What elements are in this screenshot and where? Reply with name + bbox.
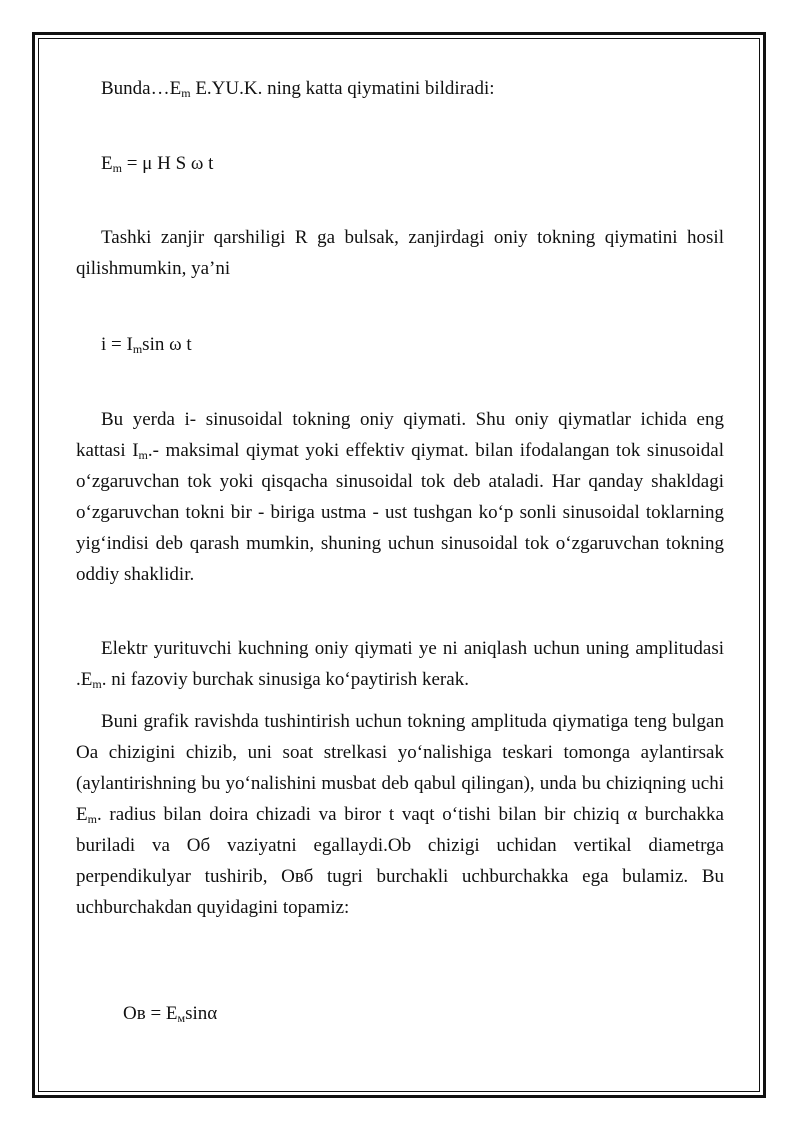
text-span: sinα	[185, 1003, 218, 1024]
formula-ov	[123, 1003, 217, 1025]
text-span: .- maksimal qiymat yoki effektiv qiymat. bilan ifodalangan tok sinusoidal o‘zgaruvchan tok yoki qisqacha sinusoidal tok deb ataladi. Har qanday shakldagi o‘zgaruvchan tokni bir - biriga ustma - ust tushgan ko‘p sonli sinusoidal toklarning yig‘indisi deb qarash mumkin, shuning uchun sinusoidal tok o‘zgaruvchan tokning oddiy shaklidir.	[76, 440, 724, 585]
text-span: Oв = E	[123, 1003, 178, 1024]
text-span: E.YU.K. ning katta qiymatini bildiradi:	[190, 78, 495, 99]
text-span: . ni fazoviy burchak sinusiga ko‘paytirish kerak.	[101, 669, 469, 690]
subscript: m	[92, 677, 102, 691]
subscript: м	[177, 1011, 186, 1025]
formula-current	[76, 334, 192, 356]
formula-em	[76, 153, 213, 175]
subscript: m	[181, 86, 191, 100]
paragraph-graphic-explanation	[76, 706, 724, 923]
text-span: Bu yerda i- sinusoidal tokning oniy qiymati. Shu oniy qiymatlar ichida eng kattasi I	[76, 409, 724, 461]
text-span: i = I	[101, 334, 133, 355]
text-span: = μ H S ω t	[121, 153, 214, 174]
subscript: m	[138, 448, 148, 462]
text-span: Bunda…E	[101, 78, 182, 99]
text-span: Buni grafik ravishda tushintirish uchun tokning amplituda qiymatiga teng bulgan Oa chizigini chizib, uni soat strelkasi yo‘nalishiga teskari tomonga aylantirsak (aylantirishning bu yo‘nalishini musbat deb qabul qilingan), unda bu chiziqning uchi E	[76, 711, 724, 825]
subscript: m	[112, 161, 122, 175]
paragraph-external-resistance: Tashki zanjir qarshiligi R ga bulsak, zanjirdagi oniy tokning qiymatini hosil qilishmumkin, ya’ni	[76, 227, 724, 279]
line-em-definition	[76, 78, 495, 100]
paragraph-emf-instant	[76, 633, 724, 695]
text-span: sin ω t	[142, 334, 192, 355]
text-span: Elektr yurituvchi kuchning oniy qiymati ye ni aniqlash uchun uning amplitudasi .E	[76, 638, 724, 690]
paragraph-sinusoidal-current	[76, 404, 724, 590]
text-span: E	[101, 153, 113, 174]
subscript: m	[87, 812, 97, 826]
subscript: m	[132, 342, 143, 356]
text-span: . radius bilan doira chizadi va biror t vaqt o‘tishi bilan bir chiziq α burchakka buriladi va Oб vaziyatni egallaydi.Ob chizigi uchidan vertikal diametrga perpendikulyar tushirib, Oвб tugri burchakli uchburchakka ega bulamiz. Bu uchburchakdan quyidagini topamiz:	[76, 804, 724, 918]
